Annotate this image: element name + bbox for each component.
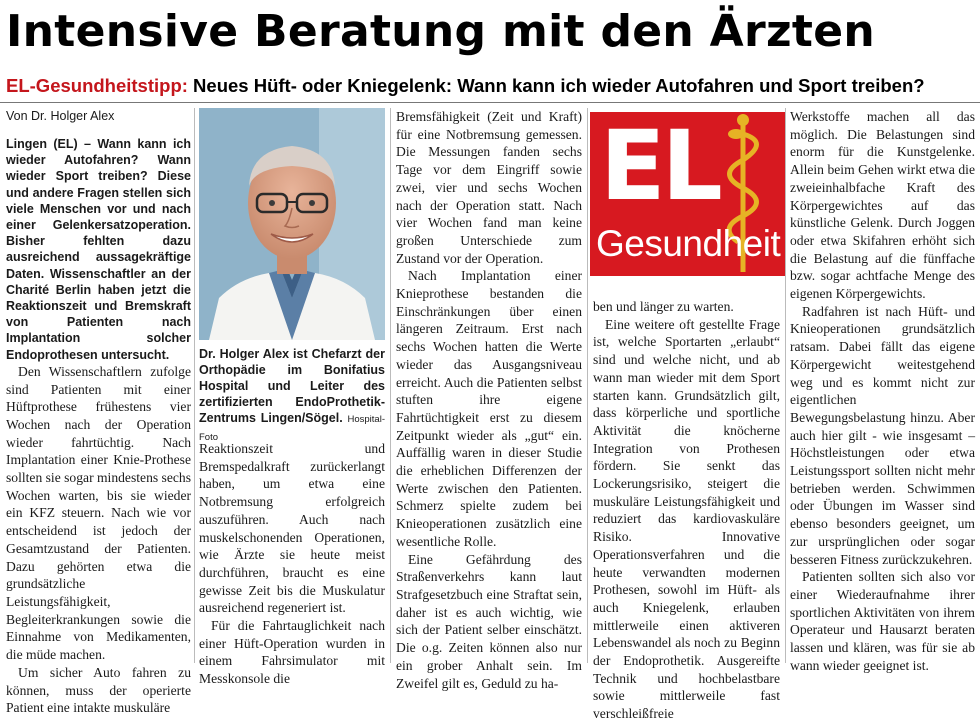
subheadline-kicker: EL-Gesundheitstipp: [6, 75, 188, 96]
body-paragraph: Nach Implantation einer Knieprothese bestanden die Einschränkungen über einen längeren Zeitraum. Erst nach sechs Wochen hatten die Werte wieder das Ausgangsniveau erreicht. Auch die Patienten selbst stuften ihre eigene Fahrtüchtigkeit erst zu diesem Zeitpunkt wieder als „gut“ ein. Auffällig waren in dieser Studie die erheblichen Differenzen der Werte zwischen den Patienten. Schmerz spielte zudem bei Knieoperationen zusätzlich eine wesentliche Rolle. [396, 268, 582, 549]
body-paragraph: Den Wissenschaftlern zufolge sind Patienten mit einer Hüftprothese frühestens vier Wochen nach der Operation wieder fahrtüchtig. Nach Implantation einer Knie-Prothese sollten sie sogar mindestens sechs Wochen warten, bis sie wieder ein KFZ steuern. Nach wie vor entscheidend ist jedoch der Gesamtzustand der Patienten. Dazu gehörten etwa die grundsätzliche Leistungsfähigkeit, Begleiterkrankungen sowie die Einnahme von Medikamenten, die müde machen. [6, 363, 191, 663]
body-paragraph: Bremsfähigkeit (Zeit und Kraft) für eine Notbremsung gemessen. Die Messungen fanden sechs Tage vor dem Eingriff sowie zwei, vier und sechs Wochen nach der Operation statt. Nach vier Wochen fand man keine großen Unterschiede zum Zustand vor der Operation. [396, 109, 582, 266]
lead-paragraph: Lingen (EL) – Wann kann ich wieder Autofahren? Wann wieder Sport treiben? Diese und andere Fragen stellen sich viele Menschen vor und nach einer Gelenkersatzoperation. Bisher fehlten dazu ausreichend aussagekräftige Daten. Wissenschaftler an der Charité Berlin haben jetzt die Reaktionszeit und Bremskraft von Patienten nach Implantation solcher Endoprothesen untersucht. [6, 137, 191, 362]
subheadline-text: Neues Hüft- oder Kniegelenk: Wann kann ich wieder Autofahren und Sport treiben? [187, 75, 925, 96]
column-1 [6, 108, 191, 716]
byline: Von Dr. Holger Alex [6, 109, 115, 123]
headline: Intensive Beratung mit den Ärzten [6, 6, 875, 57]
header-rule [0, 102, 980, 103]
logo-gesundheit-text: Gesundheit [596, 223, 781, 264]
body-paragraph: Radfahren ist nach Hüft- und Knieoperationen grundsätzlich ratsam. Dabei fällt das eigene Körpergewicht weitestgehend weg und es kommt nicht zur eigentlichen Bewegungsbelastung hinzu. Aber auch hier gilt - wie insgesamt – Höchstleistungen oder etwa Leistungssport sollten nicht mehr betrieben werden. Schwimmen oder Übungen im Wasser sind ebenso besonders geeignet, um zur ursprünglichen oder sogar besseren Fitness zurückzukehren. [790, 303, 975, 567]
body-paragraph: Für die Fahrtauglichkeit nach einer Hüft-Operation wurden in einem Fahrsimulator mit Messkonsole die [199, 618, 385, 687]
column-divider [194, 108, 195, 663]
column-5 [790, 108, 975, 673]
caption-text: Dr. Holger Alex ist Chefarzt der Orthopädie im Bonifatius Hospital und Leiter des zertifizierten EndoProthetik-Zentrums Lingen/Sögel. [199, 347, 385, 425]
column-divider [587, 108, 588, 663]
portrait-illustration [199, 108, 385, 340]
el-gesundheit-logo [590, 112, 786, 276]
column-4 [593, 298, 780, 722]
column-divider [785, 108, 786, 663]
column-divider [390, 108, 391, 663]
column-3 [396, 108, 582, 691]
body-paragraph: Patienten sollten sich also vor einer Wiederaufnahme ihrer sportlichen Aktivitäten von ihrem Operateur und Hausarzt beraten lassen und klären, was für sie ab wann wieder geeignet ist. [790, 569, 975, 673]
subheadline [6, 72, 974, 100]
column-2 [199, 440, 385, 687]
body-paragraph: Eine Gefährdung des Straßenverkehrs kann laut Strafgesetzbuch eine Straftat sein, daher ist es auch wichtig, wie sich der Patient selber einschätzt. Die o.g. Zeiten können also nur ein grober Anhalt sein. Im Zweifel gilt es, Geduld zu ha- [396, 551, 582, 691]
author-photo [199, 108, 385, 340]
body-paragraph: Werkstoffe machen all das möglich. Die Belastungen sind enorm für die Kunstgelenke. Allein beim Gehen wirkt etwa die zweieinhalbfache Kraft des Körpergewichtes auf das künstliche Gelenk. Durch Joggen oder etwa Skifahren erhöht sich die Belastung auf die fünffache bzw. sogar achtfache Menge des eigenen Körpergewichts. [790, 109, 975, 302]
body-paragraph: ben und länger zu warten. [593, 299, 734, 314]
body-paragraph: Reaktionszeit und Bremspedalkraft zurückerlangt haben, um etwa eine Notbremsung erfolgreich auszuführen. Auch nach muskelschonenden Operationen, wie Ärzte sie heute meist durchführen, braucht es eine gewisse Zeit bis die Muskulatur ausreichend regeneriert ist. [199, 441, 385, 616]
logo-el-text: EL [600, 110, 719, 222]
photo-caption [199, 346, 385, 446]
photo-credit: Hospital-Foto [199, 414, 385, 443]
body-paragraph: Um sicher Auto fahren zu können, muss der operierte Patient eine intakte muskuläre [6, 664, 191, 716]
body-paragraph: Eine weitere oft gestellte Frage ist, welche Sportarten „erlaubt“ sind und welche nicht, und ab wann man wieder mit dem Sport starten kann. Grundsätzlich gilt, dass körperliche und sportliche Aktivität die knöcherne Integration von Prothesen fördern. Sie senkt das Lockerungsrisiko, steigert die muskuläre Leistungsfähigkeit und reduziert das kardiovaskuläre Risiko. Innovative Operationsverfahren und die heute verwandten modernen Prothesen, sowohl im Hüft- als auch Kniegelenk, erlauben mittlerweile einen aktiveren Lebenswandel als noch zu Beginn der Endoprothetik. Ausgereifte Technik und hochbelastbare sowie mittlerweile fast verschleißfreie [593, 316, 780, 722]
